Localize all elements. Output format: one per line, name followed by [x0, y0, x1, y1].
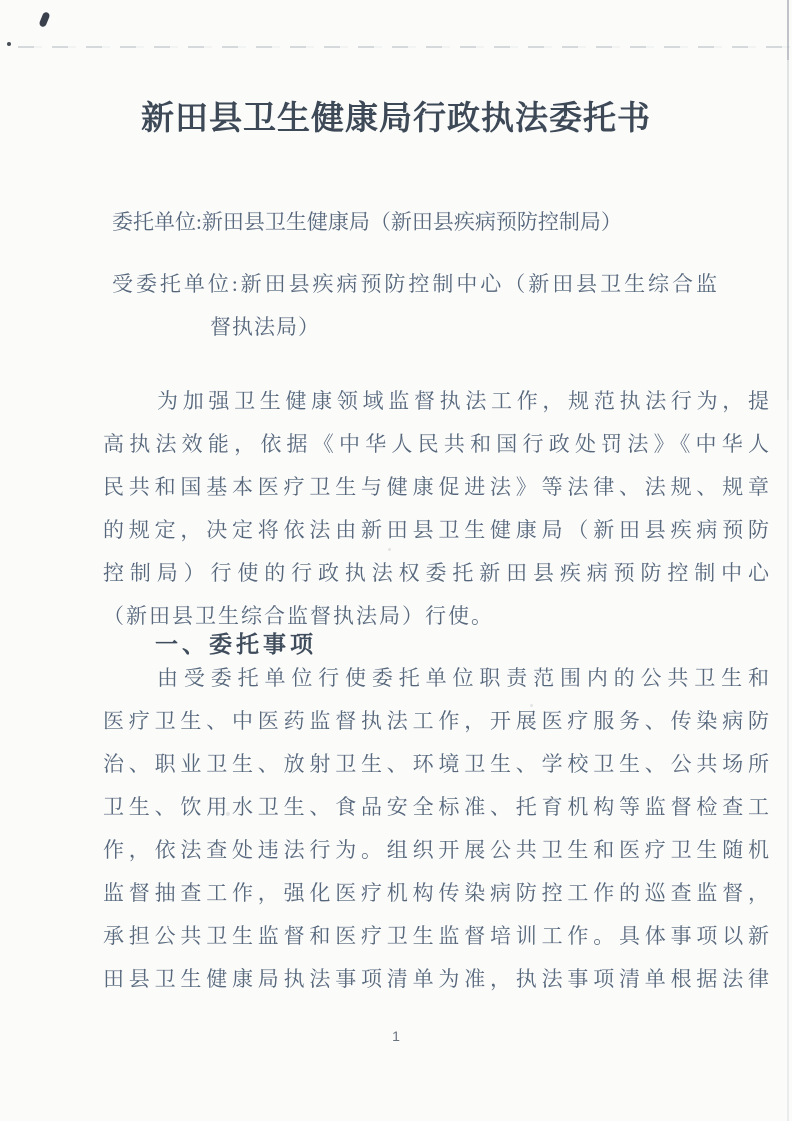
- paragraph1-line: 民共和国基本医疗卫生与健康促进法》等法律、法规、规章: [103, 475, 769, 499]
- scan-artifact-top-line: [18, 46, 792, 48]
- paragraph2-line: 由受委托单位行使委托单位职责范围内的公共卫生和: [157, 666, 769, 690]
- paragraph1-line: （新田县卫生综合监督执法局）行使。: [103, 604, 494, 628]
- paragraph1-line: 的规定，决定将依法由新田县卫生健康局（新田县疾病预防: [103, 518, 769, 542]
- document-title: 新田县卫生健康局行政执法委托书: [141, 101, 651, 137]
- page-number: 1: [392, 1028, 400, 1044]
- paragraph2-line: 治、职业卫生、放射卫生、环境卫生、学校卫生、公共场所: [103, 752, 769, 776]
- ink-speck-mark: [38, 11, 50, 28]
- section1-heading: 一、委托事项: [155, 631, 317, 657]
- paragraph2-line: 卫生、饮用水卫生、食品安全标准、托育机构等监督检查工: [103, 795, 769, 819]
- paragraph2-line: 医疗卫生、中医药监督执法工作，开展医疗服务、传染病防: [103, 709, 769, 733]
- entrusted-unit-line-2: 督执法局）: [210, 315, 320, 339]
- scan-artifact-right-edge: [787, 0, 789, 1121]
- paragraph1-line: 控制局）行使的行政执法权委托新田县疾病预防控制中心: [103, 561, 769, 585]
- paragraph2-line: 监督抽查工作，强化医疗机构传染病防控工作的巡查监督，: [103, 881, 769, 905]
- paragraph1-line: 为加强卫生健康领域监督执法工作，规范执法行为，提: [157, 389, 769, 413]
- scan-noise-speck: [388, 548, 391, 551]
- paragraph2-line: 作，依法查处违法行为。组织开展公共卫生和医疗卫生随机: [103, 838, 769, 862]
- paragraph2-line: 承担公共卫生监督和医疗卫生监督培训工作。具体事项以新: [103, 924, 769, 948]
- entrusting-unit-line: 委托单位:新田县卫生健康局（新田县疾病预防控制局）: [112, 210, 622, 234]
- ink-dot-mark: [7, 42, 11, 46]
- entrusted-unit-line-1: 受委托单位:新田县疾病预防控制中心（新田县卫生综合监: [112, 272, 717, 296]
- scan-noise-speck: [530, 704, 533, 707]
- paragraph2-line: 田县卫生健康局执法事项清单为准，执法事项清单根据法律: [103, 967, 769, 991]
- paragraph1-line: 高执法效能，依据《中华人民共和国行政处罚法》《中华人: [103, 432, 769, 456]
